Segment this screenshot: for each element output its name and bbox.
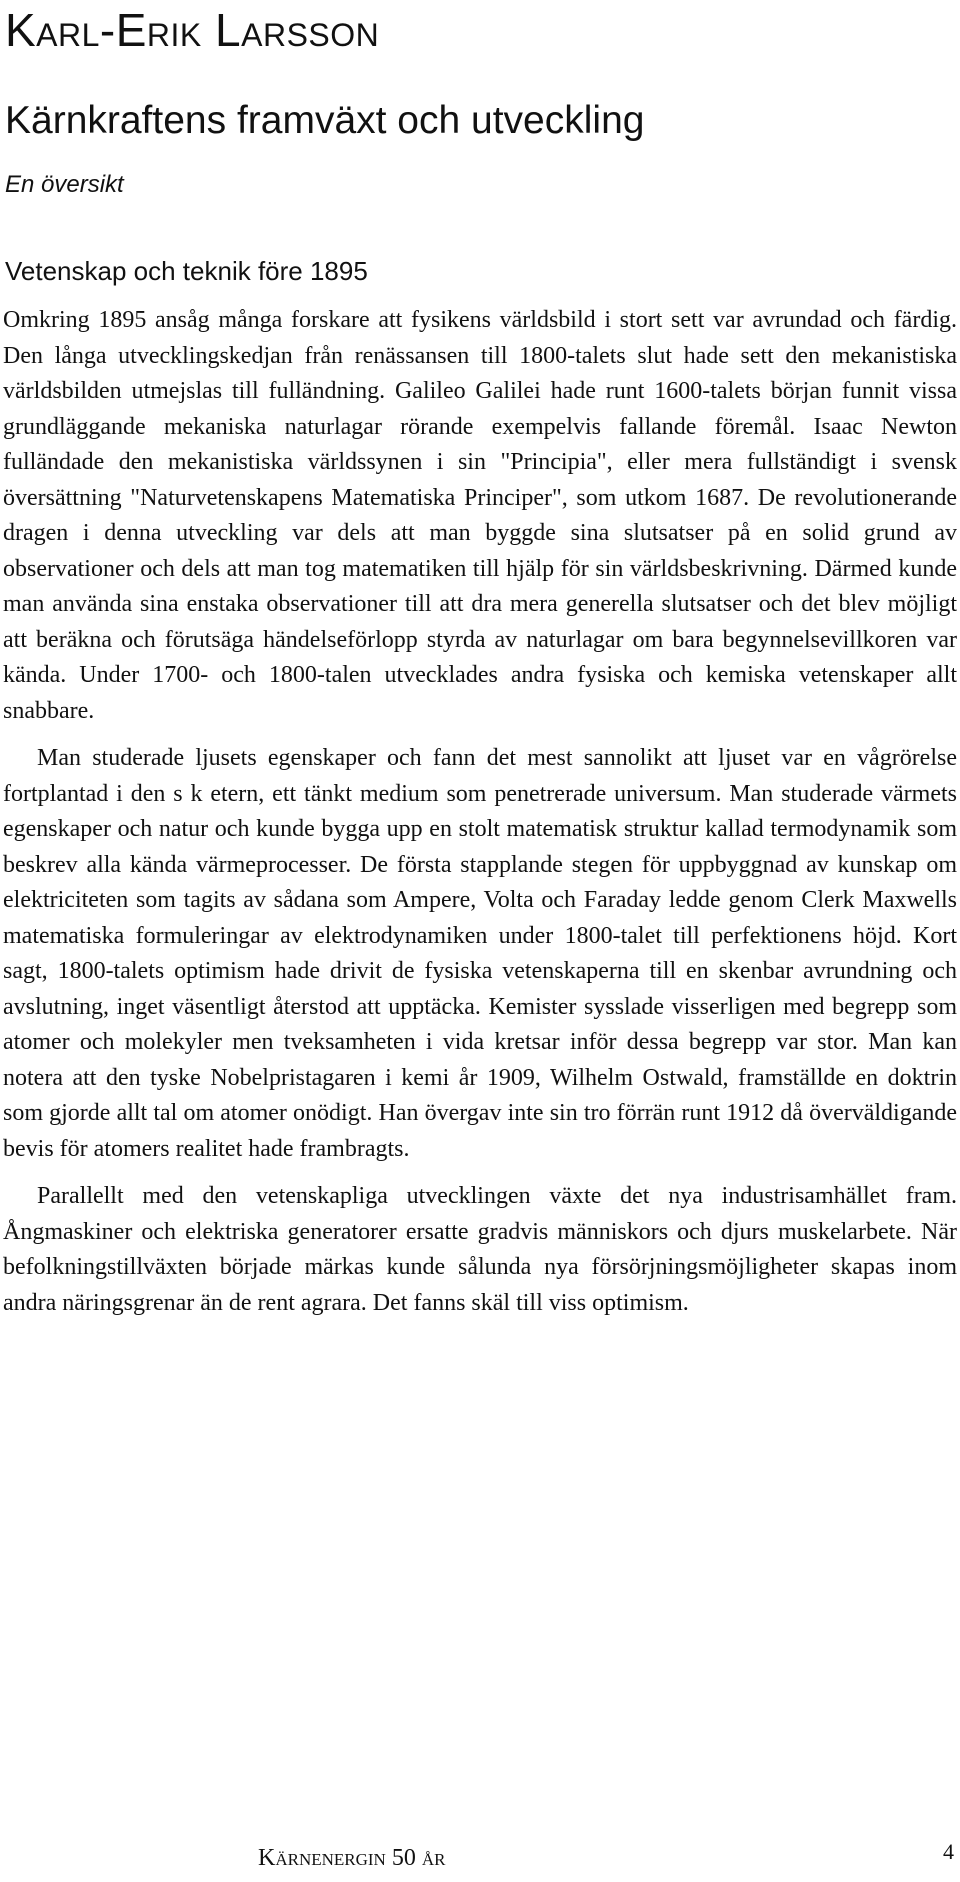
body-text: [3, 303, 957, 1333]
page-footer: [0, 1839, 960, 1879]
author-name: Karl-Erik Larsson: [5, 4, 380, 56]
paragraph-3: Parallellt med den vetenskapliga utvecklingen växte det nya industrisamhället fram. Ångmaskiner och elektriska generatorer ersatte gradvis människors och djurs muskelarbete. När befolkningstillväxten började märkas kunde sålunda nya försörjningsmöjligheter skapas inom andra näringsgrenar än de rent agrara. Det fanns skäl till viss optimism.: [3, 1183, 957, 1316]
article-title: Kärnkraftens framväxt och utveckling: [5, 99, 645, 142]
paragraph-1: Omkring 1895 ansåg många forskare att fysikens världsbild i stort sett var avrundad och färdig. Den långa utvecklingskedjan från renässansen till 1800-talets slut hade sett den mekanistiska världsbilden utmejslas till fulländning. Galileo Galilei hade runt 1600-talets början funnit vissa grundläggande mekaniska naturlagar rörande exempelvis fallande föremål. Isaac Newton fulländade den mekanistiska världssynen i sin "Principia", eller mera fullständigt i svensk översättning "Naturvetenskapens Matematiska Principer", som utkom 1687. De revolutionerande dragen i denna utveckling var dels att man byggde sina slutsatser på en solid grund av observationer och dels att man tog matematiken till hjälp för sin världsbeskrivning. Därmed kunde man använda sina enstaka observationer till att dra mera generella slutsatser och det blev möjligt att beräkna och förutsäga händelseförlopp styrda av naturlagar om bara begynnelsevillkoren var kända. Under 1700- och 1800-talen utvecklades andra fysiska och kemiska vetenskaper allt snabbare.: [3, 307, 957, 724]
paragraph-2: Man studerade ljusets egenskaper och fann det mest sannolikt att ljuset var en vågrörelse fortplantad i den s k etern, ett tänkt medium som penetrerade universum. Man studerade värmets egenskaper och natur och kunde bygga upp en stolt matematisk struktur kallad termodynamik som beskrev alla kända värmeprocesser. De första stapplande stegen för uppbyggnad av kunskap om elektriciteten som tagits av sådana som Ampere, Volta och Faraday ledde genom Clerk Maxwells matematiska formuleringar av elektrodynamiken under 1800-talet till perfektionens höjd. Kort sagt, 1800-talets optimism hade drivit de fysiska vetenskaperna till en skenbar avrundning och avslutning, inget väsentligt återstod att upptäcka. Kemister sysslade visserligen med begrepp som atomer och molekyler men tveksamheten i vida kretsar inför dessa begrepp var stor. Man kan notera att den tyske Nobelpristagaren i kemi år 1909, Wilhelm Ostwald, framställde en doktrin som gjorde allt tal om atomer onödigt. Han övergav inte sin tro förrän runt 1912 då överväldigande bevis för atomers realitet hade frambragts.: [3, 745, 957, 1162]
article-subtitle: En översikt: [5, 171, 124, 198]
page-number: 4: [943, 1839, 954, 1864]
section-heading: Vetenskap och teknik före 1895: [5, 256, 368, 286]
footer-journal-title: Kärnenergin 50 år: [258, 1845, 446, 1871]
